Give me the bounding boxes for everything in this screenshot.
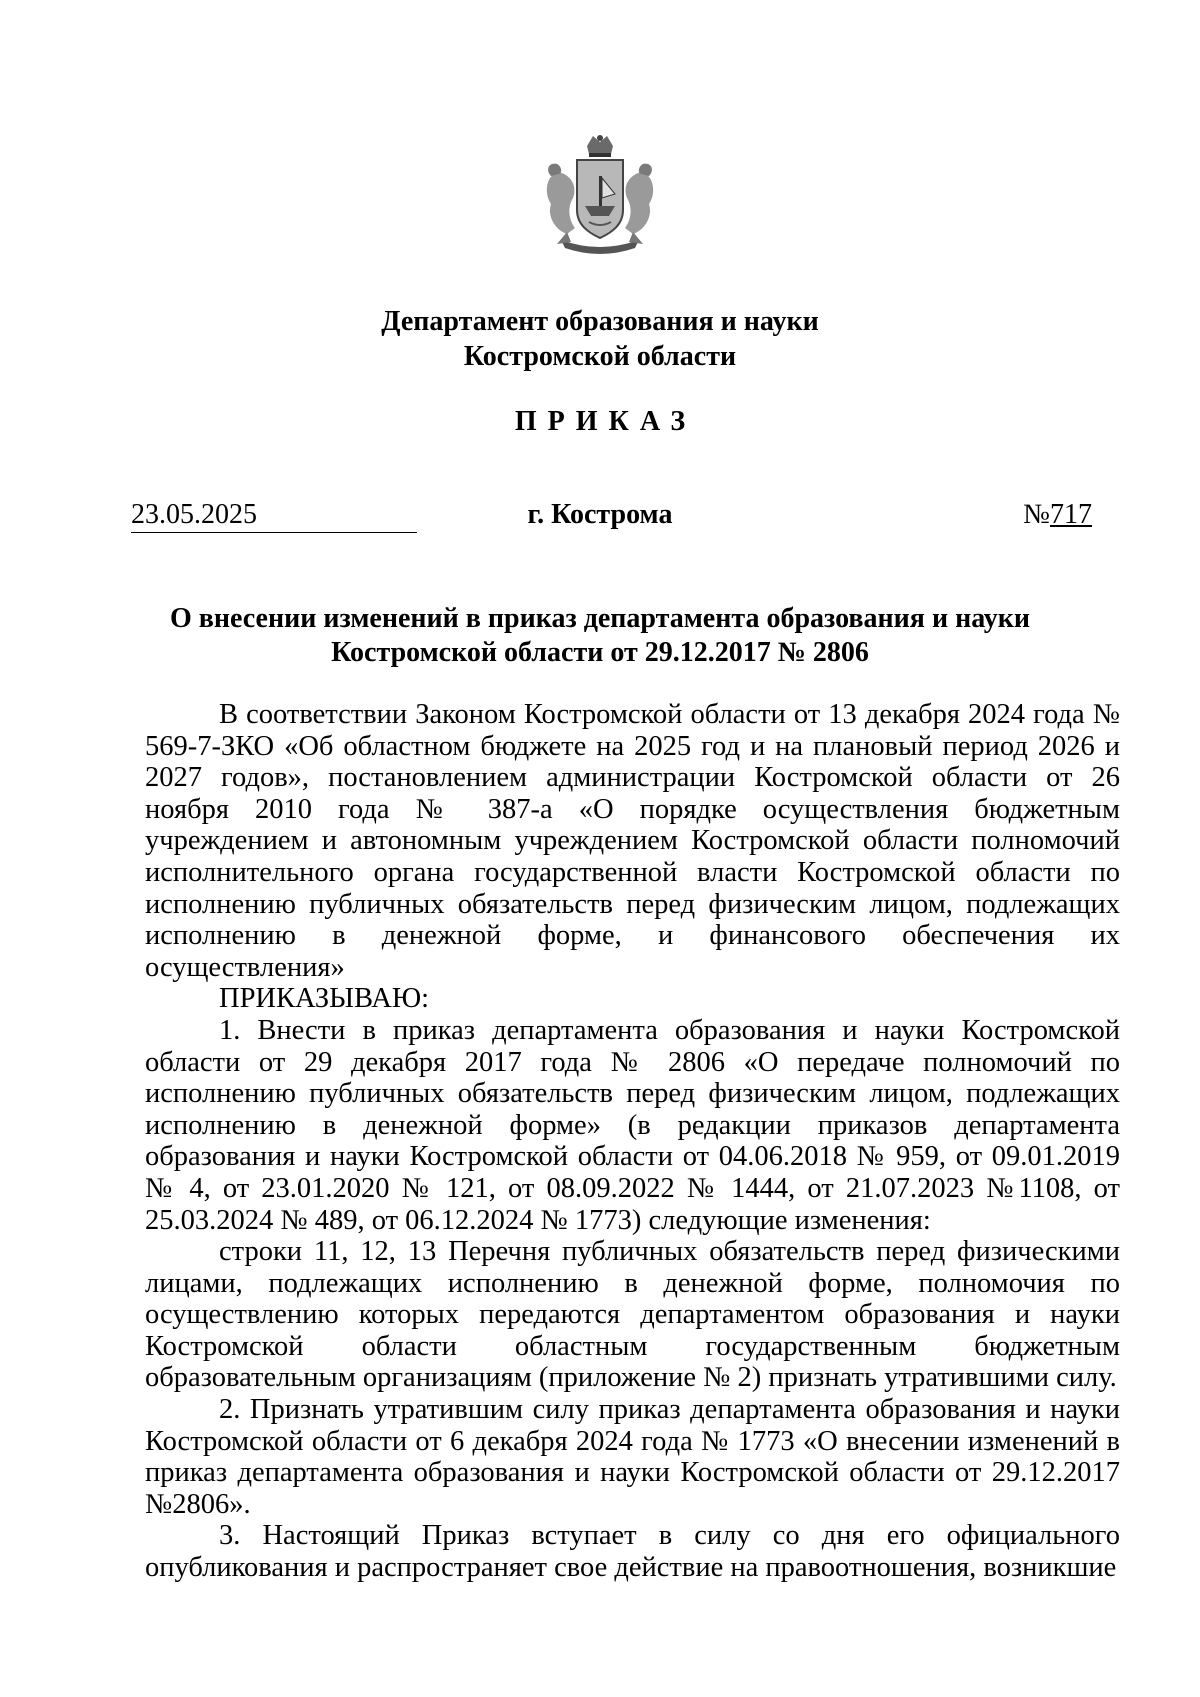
item-3-paragraph: 3. Настоящий Приказ вступает в силу со дня его официального опубликования и распространяет свое действие на правоотношения, возникшие (145, 1520, 1120, 1584)
document-type-title: ПРИКАЗ (514, 406, 697, 437)
order-city: г. Кострома (527, 499, 673, 530)
order-subject-line2: Костромской области от 29.12.2017 № 2806 (331, 637, 869, 668)
item-1-paragraph: 1. Внести в приказ департамента образования и науки Костромской области от 29 декабря 2017 года № 2806 «О передаче полномочий по исполнению публичных обязательств перед физическим лицом, подлежащих исполнению в денежной форме» (в редакции приказов департамента образования и науки Костромской области от 04.06.2018 № 959, от 09.01.2019 № 4, от 23.01.2020 № 121, от 08.09.2022 № 1444, от 21.07.2023 №1108, от 25.03.2024 № 489, от 06.12.2024 № 1773) следующие изменения: (145, 1014, 1120, 1236)
order-date: 23.05.2025 (131, 498, 417, 533)
order-word: ПРИКАЗЫВАЮ: (219, 983, 430, 1015)
department-name-line2: Костромской области (463, 341, 737, 372)
order-number-prefix: № (1023, 499, 1050, 530)
order-number-value: 717 (1050, 499, 1092, 530)
order-body (145, 699, 1120, 1584)
order-subject-line1: О внесении изменений в приказ департамента образования и науки (169, 603, 1031, 634)
kostroma-coat-of-arms-icon (537, 132, 663, 260)
item-2-paragraph: 2. Признать утратившим силу приказ департамента образования и науки Костромской области от 6 декабря 2024 года № 1773 «О внесении изменений в приказ департамента образования и науки Костромской области от 29.12.2017 №2806». (145, 1394, 1120, 1520)
department-name-line1: Департамент образования и науки (381, 306, 819, 337)
preamble-paragraph: В соответствии Законом Костромской области от 13 декабря 2024 года № 569-7-ЗКО «Об областном бюджете на 2025 год и на плановый период 2026 и 2027 годов», постановлением администрации Костромской области от 26 ноября 2010 года № 387-а «О порядке осуществления бюджетным учреждением и автономным учреждением Костромской области полномочий исполнительного органа государственной власти Костромской области по исполнению публичных обязательств перед физическим лицом, подлежащих исполнению в денежной форме, и финансового обеспечения их осуществления» (145, 699, 1120, 983)
order-number (1023, 498, 1092, 532)
item-1-sub-paragraph: строки 11, 12, 13 Перечня публичных обязательств перед физическими лицами, подлежащих исполнению в денежной форме, полномочия по осуществлению которых передаются департаментом образования и науки Костромской области областным государственным бюджетным образовательным организациям (приложение № 2) признать утратившими силу. (145, 1236, 1120, 1394)
